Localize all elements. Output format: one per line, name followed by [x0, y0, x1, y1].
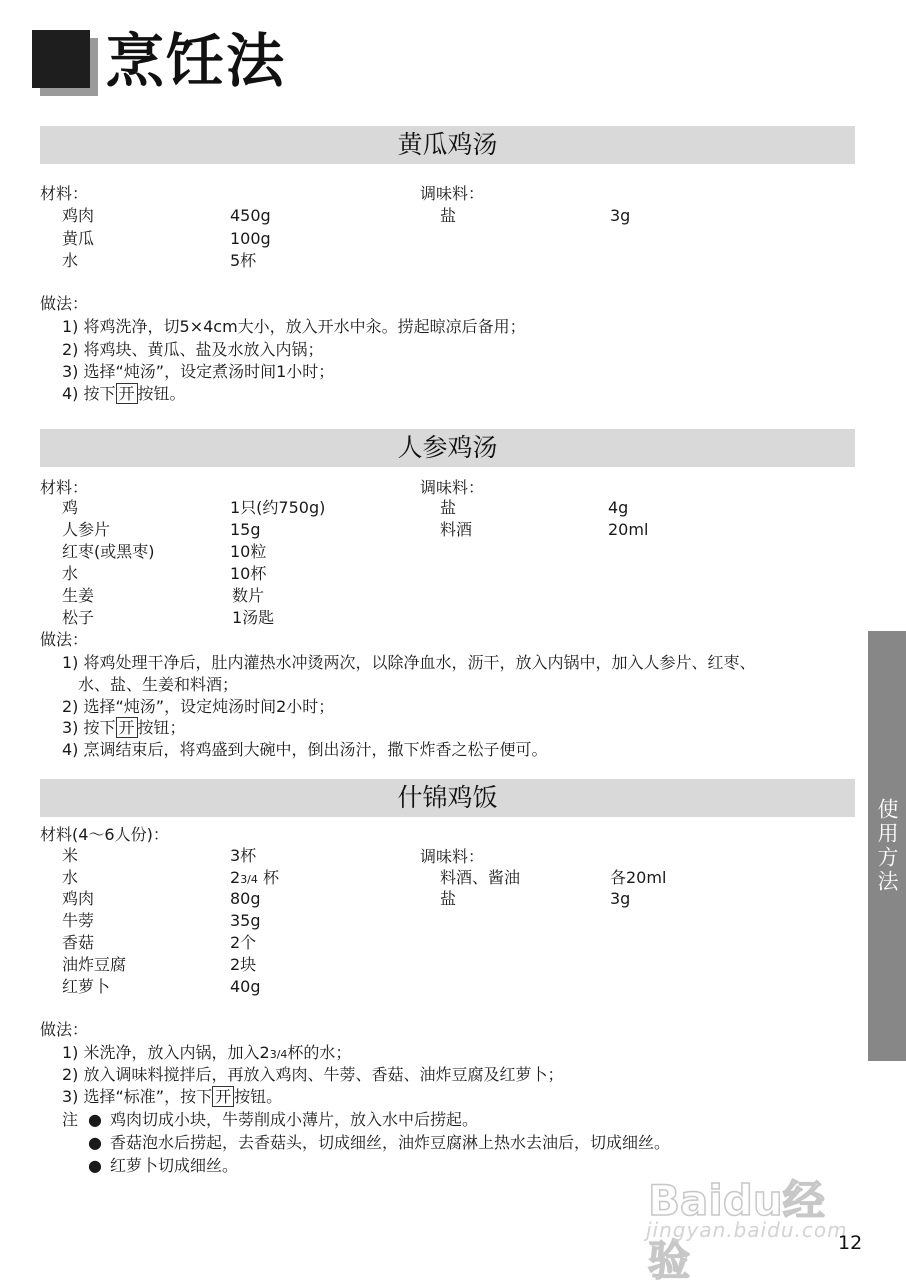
method-label: 做法：	[40, 294, 89, 313]
side-tab-label: 使用方法	[875, 798, 899, 894]
seasoning-amount: 20ml	[608, 520, 649, 539]
ingredient-amount: 1汤匙	[232, 608, 275, 627]
ingredient-amount: 15g	[230, 520, 261, 539]
ingredient-amount: 80g	[230, 889, 261, 908]
seasoning-amount: 3g	[610, 206, 631, 225]
method-step: 3) 选择“炖汤”，设定煮汤时间1小时；	[62, 362, 335, 381]
ingredient-amount: 数片	[232, 586, 265, 605]
ingredient-item: 鸡肉	[62, 206, 95, 225]
page-title: 烹饪法	[106, 27, 287, 95]
step-text: 按钮。	[137, 384, 186, 403]
note-item: 鸡肉切成小块，牛蒡削成小薄片，放入水中后捞起。	[110, 1110, 479, 1129]
ingredient-amount: 5杯	[230, 251, 257, 270]
seasoning-item: 盐	[440, 206, 457, 225]
ingredient-amount: 2块	[230, 955, 257, 974]
step-text: 3) 选择“标准”，按下	[62, 1087, 213, 1106]
ingredient-amount: 1只(约750g)	[230, 498, 326, 517]
ingredient-amount: 35g	[230, 911, 261, 930]
ingredient-amount: 10粒	[230, 542, 267, 561]
method-step: 1) 米洗净，放入内锅，加入23/4杯的水；	[62, 1043, 352, 1062]
seasoning-label: 调味料：	[420, 478, 485, 497]
ingredient-amount: 10杯	[230, 564, 267, 583]
seasoning-item: 料酒、酱油	[440, 868, 521, 887]
method-step: 4) 烹调结束后，将鸡盛到大碗中，倒出汤汁，撒下炸香之松子便可。	[62, 740, 548, 759]
watermark-url: jingyan.baidu.com	[646, 1218, 848, 1242]
method-step: 1) 将鸡洗净，切5×4cm大小，放入开水中汆。捞起晾凉后备用；	[62, 317, 526, 336]
recipe-title-mixed-chicken-rice: 什锦鸡饭	[40, 779, 855, 817]
page-header	[32, 27, 432, 106]
title-square-icon	[32, 30, 90, 88]
method-step	[62, 718, 186, 738]
seasoning-label: 调味料：	[420, 184, 485, 203]
seasoning-amount: 4g	[608, 498, 629, 517]
seasoning-label: 调味料：	[420, 847, 485, 866]
seasoning-item: 盐	[440, 498, 457, 517]
ingredient-item: 红枣(或黑枣)	[62, 542, 155, 561]
start-button-symbol: 开	[212, 1086, 234, 1107]
step-text: 3) 按下	[62, 718, 116, 737]
watermark-brand: Baidu经验	[648, 1176, 825, 1285]
ingredient-amount: 450g	[230, 206, 271, 225]
ingredient-item: 水	[62, 564, 79, 583]
notes-label: 注	[62, 1110, 79, 1129]
ingredient-item: 生姜	[62, 586, 95, 605]
method-label: 做法：	[40, 1020, 89, 1039]
seasoning-item: 料酒	[440, 520, 473, 539]
note-item: 红萝卜切成细丝。	[110, 1156, 239, 1175]
ingredients-label: 材料(4～6人份)：	[40, 825, 169, 844]
ingredient-item: 油炸豆腐	[62, 955, 127, 974]
ingredient-item: 水	[62, 251, 79, 270]
note-item: 香菇泡水后捞起，去香菇头，切成细丝，油炸豆腐淋上热水去油后，切成细丝。	[110, 1133, 671, 1152]
step-text: 4) 按下	[62, 384, 116, 403]
ingredient-item: 水	[62, 868, 79, 887]
ingredient-item: 鸡	[62, 498, 79, 517]
note-bullet-icon: ●	[88, 1156, 102, 1175]
method-step: 2) 选择“炖汤”，设定炖汤时间2小时；	[62, 697, 335, 716]
ingredient-amount: 23/4 杯	[230, 868, 279, 887]
method-label: 做法：	[40, 630, 89, 649]
method-step-continued: 水、盐、生姜和料酒；	[78, 675, 239, 694]
step-text: 按钮；	[137, 718, 186, 737]
ingredient-item: 红萝卜	[62, 977, 111, 996]
start-button-symbol: 开	[116, 717, 138, 738]
ingredient-item: 香菇	[62, 933, 95, 952]
seasoning-amount: 3g	[610, 889, 631, 908]
method-step	[62, 384, 186, 404]
ingredient-item: 牛蒡	[62, 911, 95, 930]
note-bullet-icon: ●	[88, 1110, 102, 1129]
seasoning-item: 盐	[440, 889, 457, 908]
ingredient-amount: 2个	[230, 933, 257, 952]
ingredient-amount: 100g	[230, 229, 271, 248]
ingredient-item: 黄瓜	[62, 229, 95, 248]
page-number: 12	[838, 1232, 863, 1254]
side-tab-usage	[868, 631, 906, 1061]
method-step: 2) 将鸡块、黄瓜、盐及水放入内锅；	[62, 340, 324, 359]
ingredient-amount: 40g	[230, 977, 261, 996]
recipe-title-cucumber-chicken-soup: 黄瓜鸡汤	[40, 126, 855, 164]
method-step	[62, 1087, 282, 1107]
note-bullet-icon: ●	[88, 1133, 102, 1152]
method-step: 1) 将鸡处理干净后，肚内灌热水冲烫两次，以除净血水，沥干，放入内锅中，加入人参片、红枣、	[62, 653, 756, 672]
start-button-symbol: 开	[116, 383, 138, 404]
ingredients-label: 材料：	[40, 184, 89, 203]
ingredient-item: 米	[62, 846, 79, 865]
ingredient-amount: 3杯	[230, 846, 257, 865]
ingredients-label: 材料：	[40, 478, 89, 497]
method-step: 2) 放入调味料搅拌后，再放入鸡肉、牛蒡、香菇、油炸豆腐及红萝卜；	[62, 1065, 564, 1084]
ingredient-item: 松子	[62, 608, 95, 627]
step-text: 按钮。	[234, 1087, 283, 1106]
ingredient-item: 鸡肉	[62, 889, 95, 908]
seasoning-amount: 各20ml	[610, 868, 667, 887]
ingredient-item: 人参片	[62, 520, 111, 539]
recipe-title-ginseng-chicken-soup: 人参鸡汤	[40, 429, 855, 467]
baidu-watermark	[640, 1150, 860, 1285]
